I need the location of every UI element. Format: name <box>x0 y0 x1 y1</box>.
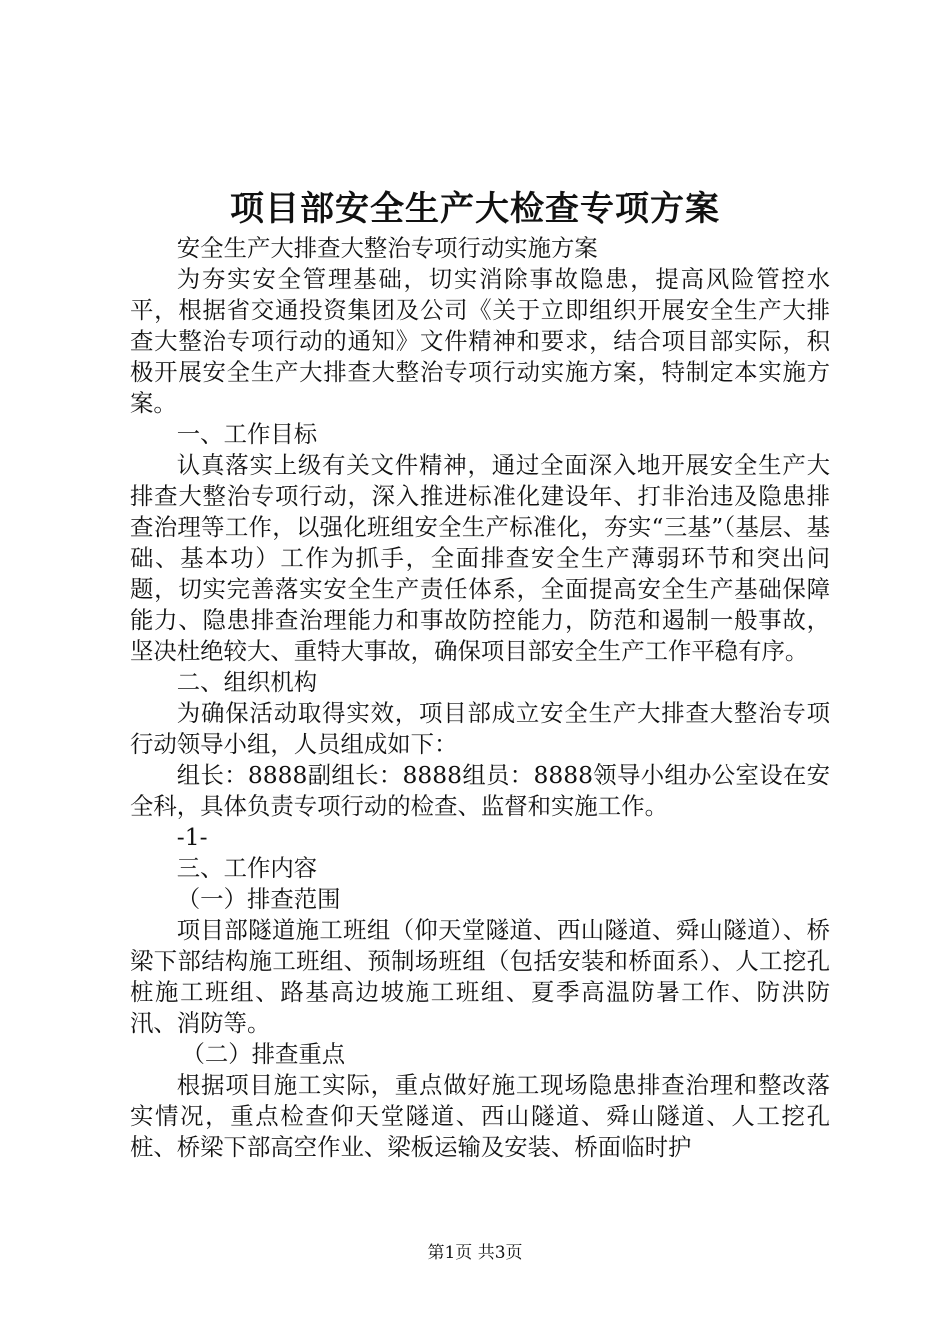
heading-organization: 二、组织机构 <box>176 668 318 696</box>
paragraph-subtitle: 安全生产大排查大整治专项行动实施方案 <box>176 234 598 262</box>
heading-work-content: 三、工作内容 <box>176 854 318 882</box>
paragraph-members: 组长：8888副组长：8888组员：8888领导小组办公室设在安全科，具体负责专项行动的检查、监督和实施工作。 <box>130 761 830 820</box>
page-footer: 第1页 共3页 <box>427 1243 523 1263</box>
paragraph-organization: 为确保活动取得实效，项目部成立安全生产大排查大整治专项行动领导小组，人员组成如下： <box>130 699 830 758</box>
paragraph-intro: 为夯实安全管理基础，切实消除事故隐患，提高风险管控水平，根据省交通投资集团及公司《关于立即组织开展安全生产大排查大整治专项行动的通知》文件精神和要求，结合项目部实际，积极开展安全生产大排查大整治专项行动实施方案，特制定本实施方案。 <box>130 265 830 417</box>
paragraph-inspection-focus: 根据项目施工实际，重点做好施工现场隐患排查治理和整改落实情况，重点检查仰天堂隧道、西山隧道、舜山隧道、人工挖孔桩、桥梁下部高空作业、梁板运输及安装、桥面临时护 <box>130 1071 830 1161</box>
document-title: 项目部安全生产大检查专项方案 <box>230 189 720 229</box>
heading-work-goal: 一、工作目标 <box>176 420 318 448</box>
document-body <box>130 233 830 1163</box>
heading-inspection-focus: （二）排查重点 <box>181 1040 346 1068</box>
heading-inspection-scope: （一）排查范围 <box>176 885 341 913</box>
paragraph-inspection-scope: 项目部隧道施工班组（仰天堂隧道、西山隧道、舜山隧道）、桥梁下部结构施工班组、预制场班组（包括安装和桥面系）、人工挖孔桩施工班组、路基高边坡施工班组、夏季高温防暑工作、防洪防汛、消防等。 <box>130 916 830 1037</box>
paragraph-work-goal: 认真落实上级有关文件精神，通过全面深入地开展安全生产大排查大整治专项行动，深入推进标准化建设年、打非治违及隐患排查治理等工作，以强化班组安全生产标准化，夯实“三基”（基层、基础、基本功）工作为抓手，全面排查安全生产薄弱环节和突出问题，切实完善落实安全生产责任体系，全面提高安全生产基础保障能力、隐患排查治理能力和事故防控能力，防范和遏制一般事故，坚决杜绝较大、重特大事故，确保项目部安全生产工作平稳有序。 <box>130 451 830 665</box>
page-marker: -1- <box>176 823 208 851</box>
